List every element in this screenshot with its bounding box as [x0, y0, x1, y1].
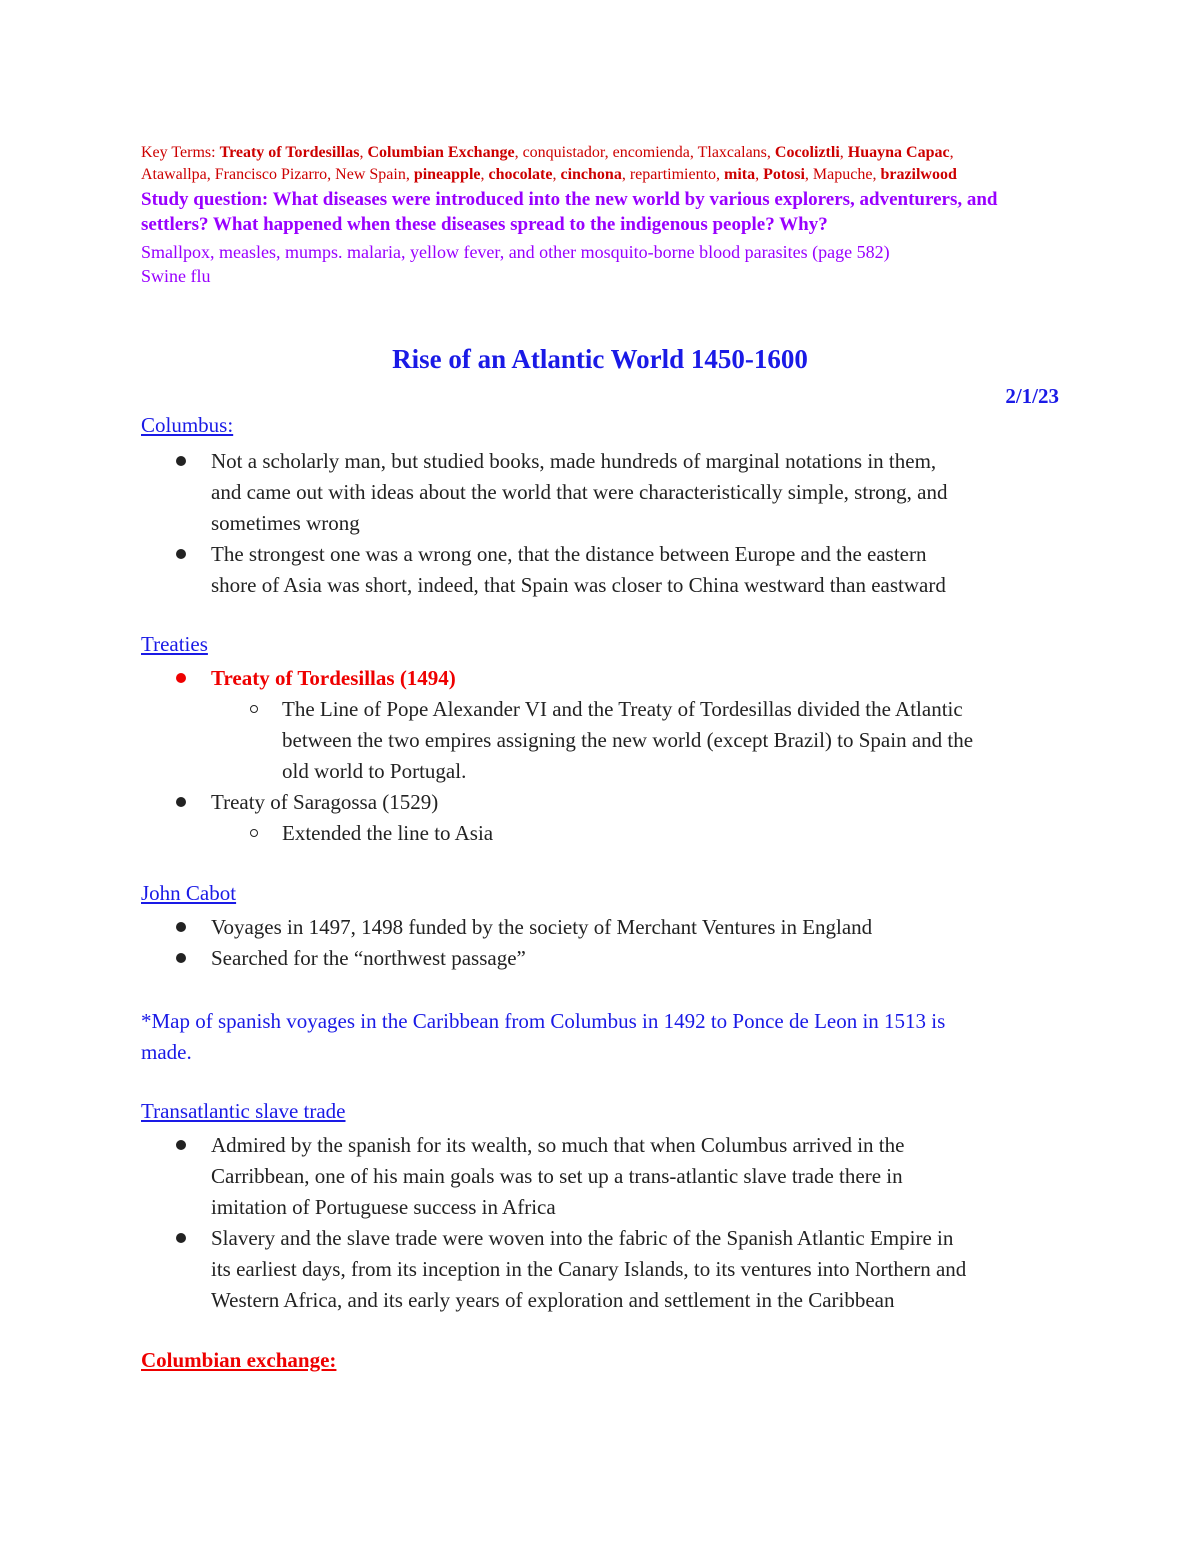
bullet-icon — [176, 953, 186, 963]
key-term: pineapple — [413, 166, 481, 183]
key-terms-line-1 — [141, 141, 954, 165]
tordesillas-detail-line-2: between the two empires assigning the new world (except Brazil) to Spain and the — [282, 728, 974, 752]
columbus-bullet-2-line-1: The strongest one was a wrong one, that the distance between Europe and the eastern — [211, 542, 927, 566]
key-term-separator: , — [839, 144, 848, 161]
map-note-line-2: made. — [141, 1040, 192, 1064]
cabot-bullet-2: Searched for the “northwest passage” — [211, 946, 526, 970]
slave-trade-bullet-1-line-1: Admired by the spanish for its wealth, so much that when Columbus arrived in the — [211, 1133, 905, 1157]
heading-slave-trade: Transatlantic slave trade — [141, 1099, 346, 1123]
tordesillas-detail-line-3: old world to Portugal. — [282, 759, 467, 783]
key-terms-list-2 — [141, 166, 957, 183]
key-term-separator: , — [359, 144, 368, 161]
key-term: Huayna Capac — [847, 144, 950, 161]
slave-trade-bullet-1-line-3: imitation of Portuguese success in Africa — [211, 1195, 556, 1219]
key-term-separator: Atawallpa, Francisco Pizarro, New Spain, — [141, 166, 414, 183]
key-term: brazilwood — [880, 166, 957, 183]
key-term-separator: , — [552, 166, 561, 183]
page-title: Rise of an Atlantic World 1450-1600 — [392, 344, 808, 374]
bullet-icon — [176, 1140, 186, 1150]
date-label: 2/1/23 — [1005, 384, 1059, 408]
key-term-separator: , Mapuche, — [804, 166, 881, 183]
key-terms-lead: Key Terms: — [141, 144, 220, 161]
key-term: Potosi — [763, 166, 805, 183]
study-question-line-1: Study question: What diseases were introduced into the new world by various explorers, adventurers, and — [141, 189, 998, 210]
bullet-icon — [176, 549, 186, 559]
columbus-bullet-2-line-2: shore of Asia was short, indeed, that Spain was closer to China westward than eastward — [211, 573, 946, 597]
treaty-saragossa: Treaty of Saragossa (1529) — [211, 790, 439, 814]
bullet-icon — [176, 922, 186, 932]
slave-trade-bullet-2-line-1: Slavery and the slave trade were woven into the fabric of the Spanish Atlantic Empire in — [211, 1226, 954, 1250]
key-term: mita — [724, 166, 756, 183]
slave-trade-bullet-2-line-3: Western Africa, and its early years of exploration and settlement in the Caribbean — [211, 1288, 895, 1312]
key-term-separator: , — [949, 144, 954, 161]
key-term-separator: , — [480, 166, 489, 183]
saragossa-detail: Extended the line to Asia — [282, 821, 494, 845]
key-term-separator: , conquistador, encomienda, Tlaxcalans, — [514, 144, 775, 161]
key-term-separator: , repartimiento, — [621, 166, 725, 183]
key-term: chocolate — [488, 166, 553, 183]
columbus-bullet-1-line-2: and came out with ideas about the world that were characteristically simple, strong, and — [211, 480, 948, 504]
slave-trade-bullet-2-line-2: its earliest days, from its inception in the Canary Islands, to its ventures into Northern and — [211, 1257, 967, 1281]
key-term: cinchona — [560, 166, 622, 183]
heading-columbus: Columbus: — [141, 413, 234, 437]
key-terms-line-2 — [141, 163, 957, 187]
slave-trade-bullet-1-line-2: Carribbean, one of his main goals was to set up a trans-atlantic slave trade there in — [211, 1164, 903, 1188]
treaty-tordesillas: Treaty of Tordesillas (1494) — [211, 666, 456, 690]
study-answer-line-2: Swine flu — [141, 266, 211, 286]
bullet-icon — [176, 1233, 186, 1243]
columbus-bullet-1-line-3: sometimes wrong — [211, 511, 360, 535]
key-term: Columbian Exchange — [367, 144, 515, 161]
tordesillas-detail-line-1: The Line of Pope Alexander VI and the Treaty of Tordesillas divided the Atlantic — [282, 697, 963, 721]
heading-treaties: Treaties — [141, 632, 208, 656]
key-term: Treaty of Tordesillas — [219, 144, 360, 161]
cabot-bullet-1: Voyages in 1497, 1498 funded by the society of Merchant Ventures in England — [211, 915, 873, 939]
map-note-line-1: *Map of spanish voyages in the Caribbean from Columbus in 1492 to Ponce de Leon in 1513 is — [141, 1009, 946, 1033]
study-question-line-2: settlers? What happened when these diseases spread to the indigenous people? Why? — [141, 214, 828, 235]
key-term-separator: , — [755, 166, 764, 183]
heading-john-cabot: John Cabot — [141, 881, 237, 905]
bullet-icon — [176, 456, 186, 466]
circle-bullet-icon — [250, 705, 258, 713]
heading-columbian-exchange: Columbian exchange: — [141, 1348, 337, 1372]
study-answer-line-1: Smallpox, measles, mumps. malaria, yellow fever, and other mosquito-borne blood parasites (page 582) — [141, 242, 890, 262]
key-terms-list-1 — [220, 144, 954, 161]
circle-bullet-icon — [250, 829, 258, 837]
columbus-bullet-1-line-1: Not a scholarly man, but studied books, made hundreds of marginal notations in them, — [211, 449, 937, 473]
key-term: Cocoliztli — [774, 144, 840, 161]
bullet-icon — [176, 673, 186, 683]
bullet-icon — [176, 797, 186, 807]
